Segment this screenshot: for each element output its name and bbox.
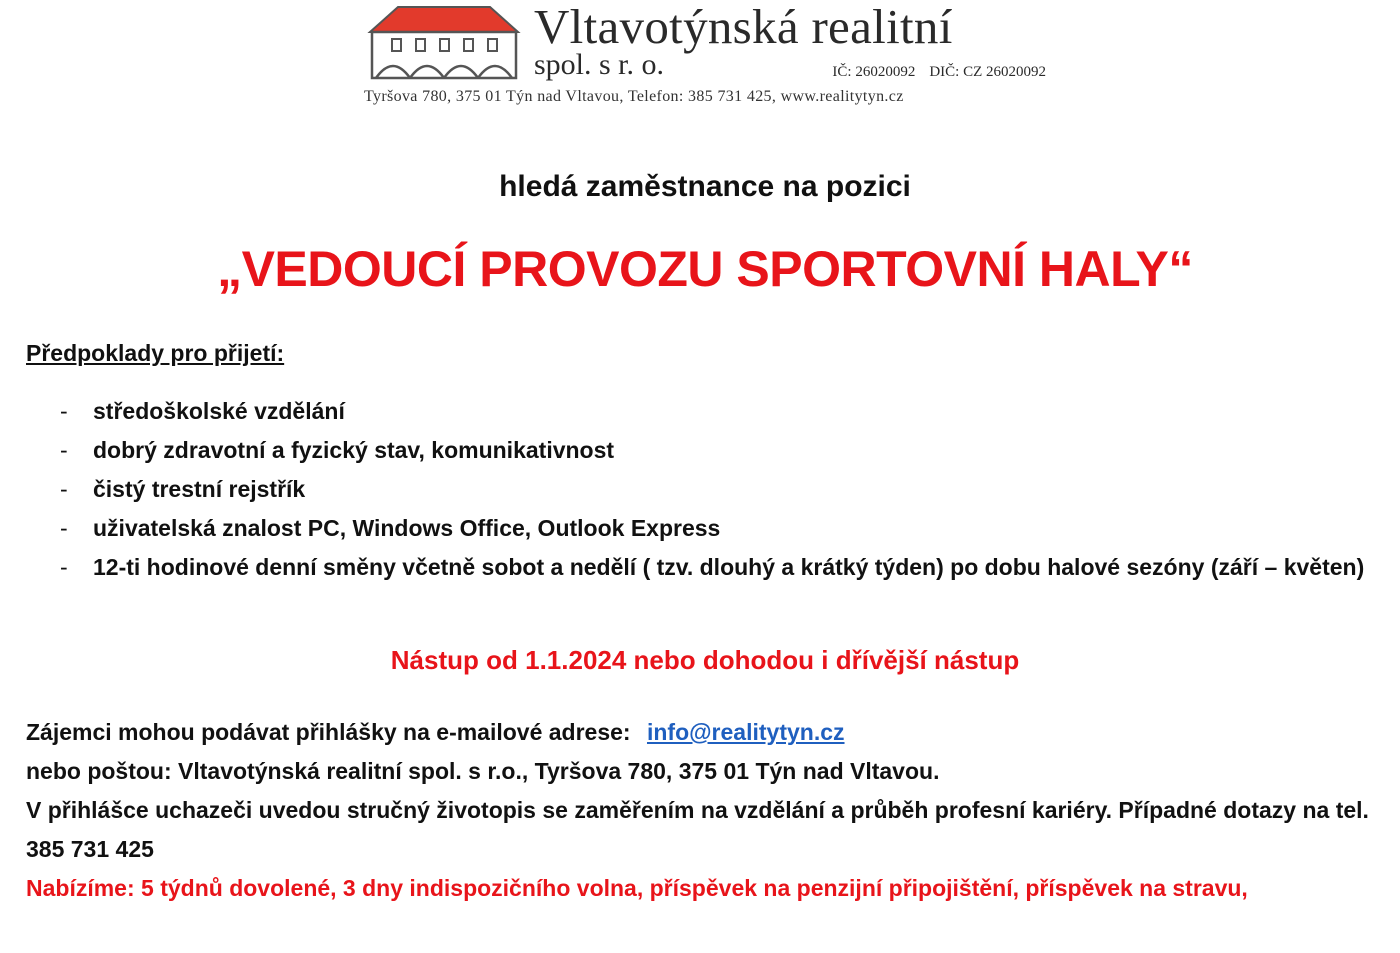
- letterhead: [362, 2, 1052, 110]
- company-legal-form: spol. s r. o.: [534, 48, 665, 81]
- position-title: „VEDOUCÍ PROVOZU SPORTOVNÍ HALY“: [217, 241, 1193, 297]
- intro-line: hledá zaměstnance na pozici: [499, 170, 911, 203]
- email-prefix: Zájemci mohou podávat přihlášky na e-mailové adrese:: [26, 719, 631, 745]
- offer-line: Nabízíme: 5 týdnů dovolené, 3 dny indispozičního volna, příspěvek na penzijní připojištění, příspěvek na stravu,: [26, 875, 1248, 901]
- requirement-text: čistý trestní rejstřík: [93, 476, 306, 502]
- list-bullet: -: [60, 554, 68, 580]
- company-logo: [364, 4, 524, 82]
- email-link[interactable]: info@realitytyn.cz: [646, 719, 845, 745]
- post-line: nebo poštou: Vltavotýnská realitní spol. s r.o., Tyršova 780, 375 01 Týn nad Vltavou.: [26, 758, 940, 784]
- email-line: [26, 713, 1371, 752]
- cv-note: V přihlášce uchazeči uvedou stručný životopis se zaměřením na vzdělání a průběh profesní kariéry. Případné dotazy na tel. 385 731 425: [26, 797, 1369, 862]
- start-date-note: Nástup od 1.1.2024 nebo dohodou i dřívější nástup: [390, 645, 1020, 675]
- requirement-text: dobrý zdravotní a fyzický stav, komunikativnost: [93, 437, 615, 463]
- list-item: [0, 431, 1380, 470]
- company-name: Vltavotýnská realitní: [534, 0, 953, 54]
- list-bullet: -: [60, 437, 68, 463]
- list-bullet: -: [60, 476, 68, 502]
- requirement-text: uživatelská znalost PC, Windows Office, Outlook Express: [93, 515, 721, 541]
- company-dic: DIČ: CZ 26020092: [929, 64, 1046, 80]
- requirement-text: středoškolské vzdělání: [93, 398, 345, 424]
- list-item: [0, 392, 1380, 431]
- list-item: [0, 509, 1380, 548]
- requirement-text: 12-ti hodinové denní směny včetně sobot a nedělí ( tzv. dlouhý a krátký týden) po dobu halové sezóny (září – květen): [93, 554, 1365, 580]
- contact-section: [26, 713, 1371, 908]
- list-item: [0, 470, 1380, 509]
- company-address: Tyršova 780, 375 01 Týn nad Vltavou, Telefon: 385 731 425, www.realitytyn.cz: [364, 88, 904, 105]
- company-ids: [832, 64, 1046, 81]
- requirements-list: [0, 392, 1380, 587]
- requirements-heading: Předpoklady pro přijetí:: [26, 340, 285, 366]
- list-item: [0, 548, 1380, 587]
- company-ic: IČ: 26020092: [832, 64, 916, 80]
- list-bullet: -: [60, 515, 68, 541]
- list-bullet: -: [60, 398, 68, 424]
